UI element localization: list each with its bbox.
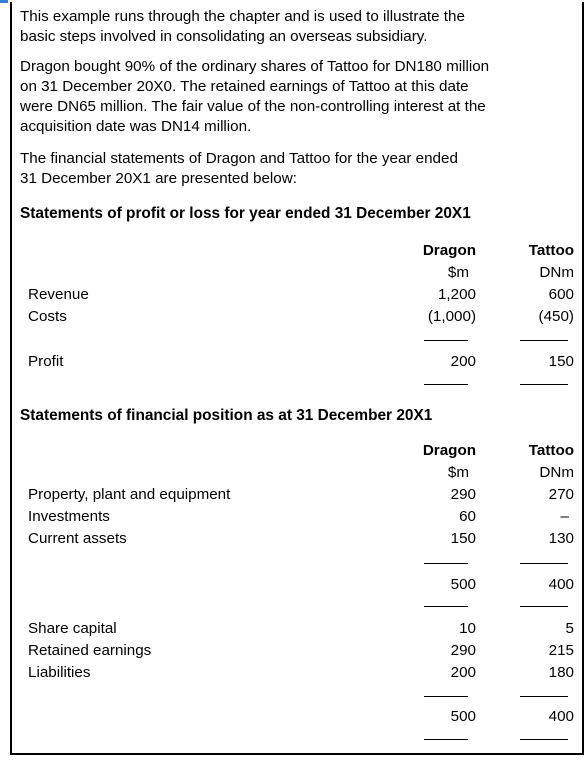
fp-asset-dragon: 60 — [459, 508, 476, 525]
fp-assets-total-tattoo: 400 — [548, 576, 574, 593]
intro-p2-line-1: Dragon bought 90% of the ordinary shares of Tattoo for DN180 million — [20, 58, 490, 75]
fp-equity-tattoo: 180 — [548, 664, 574, 681]
intro-p2-line-2: on 31 December 20X0. The retained earnings of Tattoo at this date — [20, 78, 469, 95]
fp-asset-dragon: 150 — [450, 530, 476, 547]
fp-asset-dragon: 290 — [450, 486, 476, 503]
fp-asset-tattoo: 130 — [548, 530, 574, 547]
fp-equity-tattoo: 215 — [548, 642, 574, 659]
pl-row-dragon: 1,200 — [437, 286, 476, 303]
pl-row-tattoo: (450) — [538, 308, 574, 325]
fp-equity-dragon: 200 — [450, 664, 476, 681]
total-rule — [424, 739, 468, 740]
corner-marker — [0, 0, 8, 3]
total-rule — [424, 384, 468, 385]
total-rule — [520, 384, 568, 385]
pl-row-label: Revenue — [28, 286, 89, 303]
total-rule — [424, 606, 468, 607]
intro-p3-line-2: 31 December 20X1 are presented below: — [20, 170, 297, 187]
total-rule — [520, 739, 568, 740]
intro-paragraph-3 — [20, 149, 578, 189]
subtotal-rule — [520, 696, 568, 697]
fp-equity-dragon: 290 — [450, 642, 476, 659]
intro-p3-line-1: The financial statements of Dragon and Tattoo for the year ended — [20, 150, 458, 167]
fp-col-dragon: Dragon — [422, 442, 476, 459]
fp-unit-dragon: $m — [447, 464, 469, 481]
fp-equity-label: Share capital — [28, 620, 117, 637]
total-rule — [520, 606, 568, 607]
fp-equity-label: Retained earnings — [28, 642, 152, 659]
intro-paragraph-1 — [20, 7, 578, 47]
intro-paragraph-2 — [20, 57, 578, 137]
fp-equity-dragon: 10 — [459, 620, 476, 637]
pl-total-label: Profit — [28, 353, 64, 370]
fp-asset-label: Current assets — [28, 530, 127, 547]
pl-unit-dragon: $m — [447, 264, 469, 281]
fp-heading: Statements of financial position as at 31 December 20X1 — [20, 407, 433, 424]
fp-equity-total-tattoo: 400 — [548, 708, 574, 725]
intro-p2-line-3: were DN65 million. The fair value of the non-controlling interest at the — [20, 98, 486, 115]
pl-total-tattoo: 150 — [548, 353, 574, 370]
pl-row-label: Costs — [28, 308, 67, 325]
pl-total-dragon: 200 — [450, 353, 476, 370]
fp-equity-label: Liabilities — [28, 664, 91, 681]
intro-p1-line-2: basic steps involved in consolidating an overseas subsidiary. — [20, 28, 428, 45]
pl-col-dragon: Dragon — [422, 242, 476, 259]
pl-heading: Statements of profit or loss for year ended 31 December 20X1 — [20, 205, 471, 222]
fp-equity-tattoo: 5 — [565, 620, 574, 637]
fp-equity-total-dragon: 500 — [450, 708, 476, 725]
pl-row-dragon: (1,000) — [427, 308, 476, 325]
intro-p2-line-4: acquisition date was DN14 million. — [20, 118, 252, 135]
pl-col-tattoo: Tattoo — [528, 242, 574, 259]
fp-asset-tattoo: 270 — [548, 486, 574, 503]
pl-unit-tattoo: DNm — [539, 264, 574, 281]
fp-assets-total-dragon: 500 — [450, 576, 476, 593]
fp-unit-tattoo: DNm — [539, 464, 574, 481]
fp-asset-tattoo: – — [560, 508, 569, 525]
fp-asset-label: Investments — [28, 508, 110, 525]
subtotal-rule — [424, 340, 468, 341]
subtotal-rule — [424, 563, 468, 564]
intro-p1-line-1: This example runs through the chapter and is used to illustrate the — [20, 8, 465, 25]
subtotal-rule — [520, 340, 568, 341]
fp-asset-label: Property, plant and equipment — [28, 486, 231, 503]
subtotal-rule — [520, 563, 568, 564]
subtotal-rule — [424, 696, 468, 697]
fp-col-tattoo: Tattoo — [528, 442, 574, 459]
pl-row-tattoo: 600 — [548, 286, 574, 303]
